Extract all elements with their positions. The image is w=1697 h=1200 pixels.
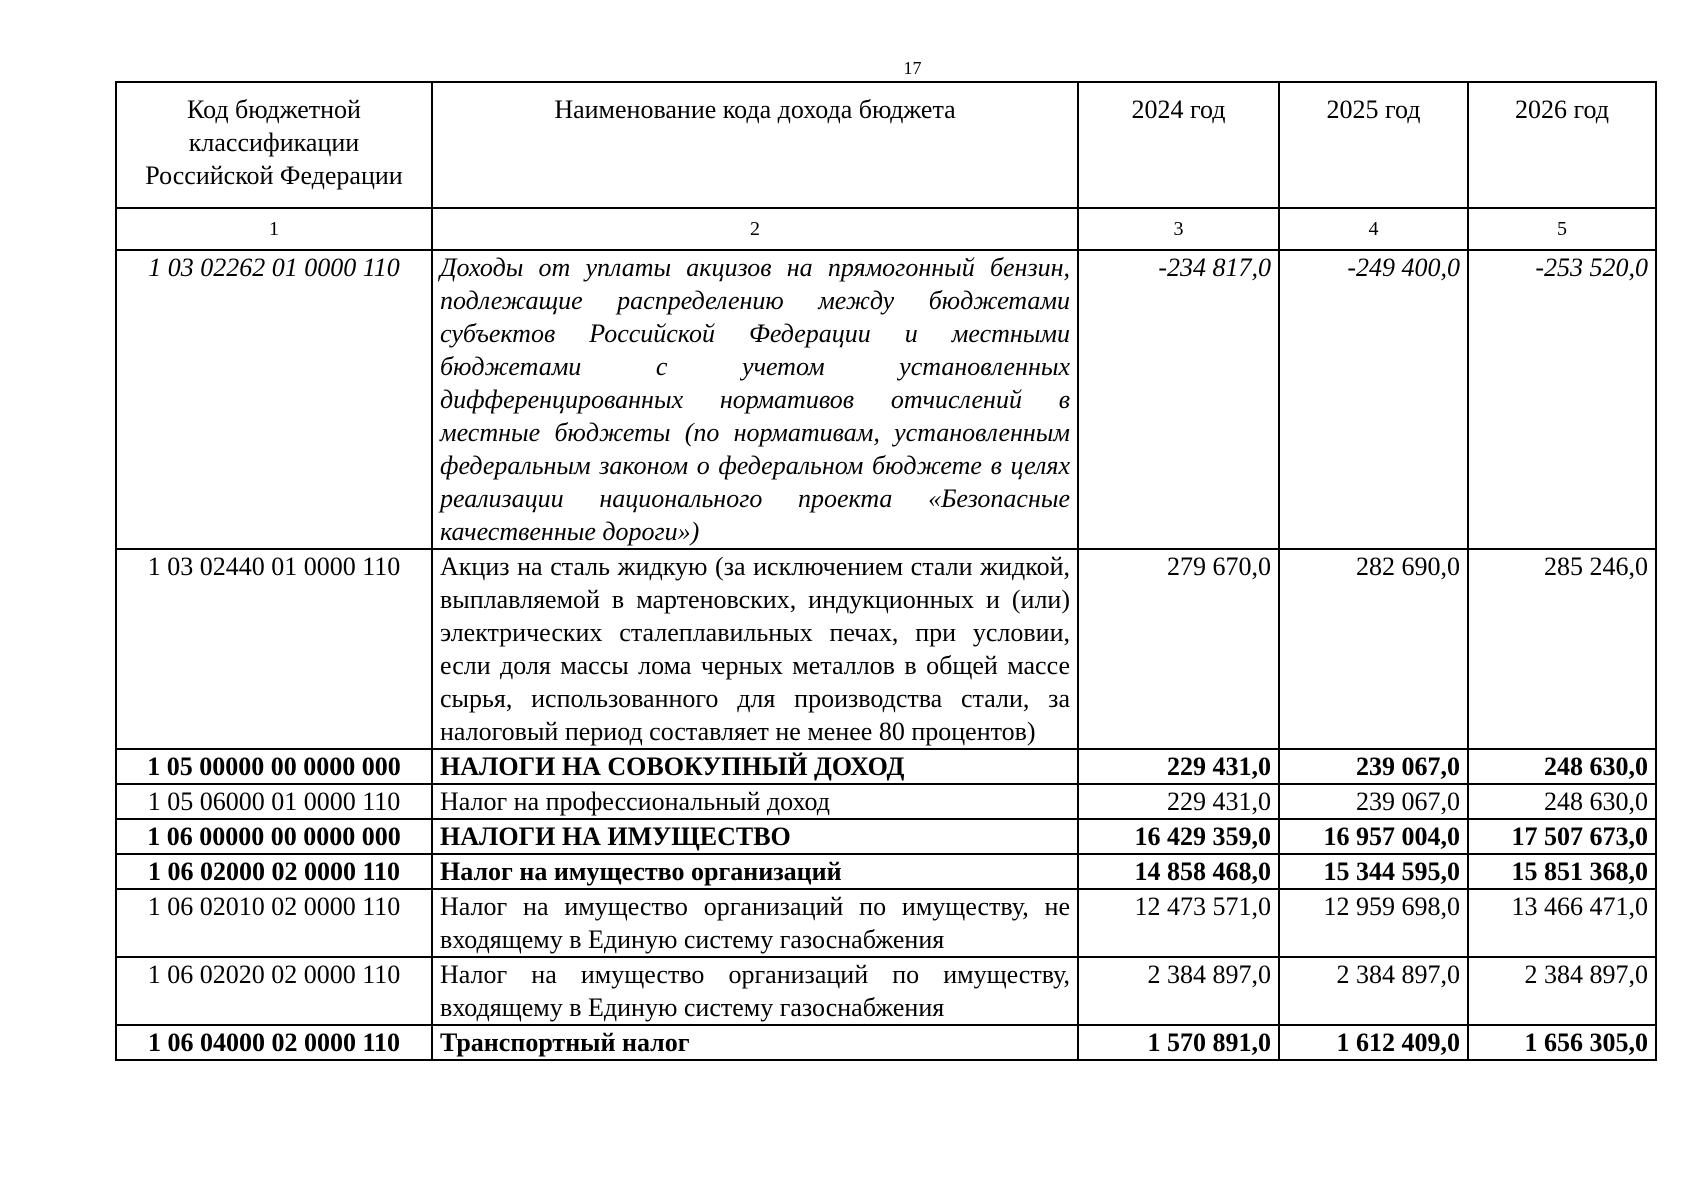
- revenue-name: Акциз на сталь жидкую (за исключением стали жидкой, выплавляемой в мартеновских, индукционных и (или) электрических сталеплавильных печах, при условии, если доля массы лома черных металлов в общей массе сырья, использованного для производства стали, за налоговый период составляет не менее 80 процентов): [432, 549, 1078, 749]
- budget-code: 1 03 02262 01 0000 110: [116, 250, 432, 549]
- amount-2026: -253 520,0: [1468, 250, 1656, 549]
- table-row: [116, 749, 1656, 784]
- revenue-name: Налог на имущество организаций по имуществу, входящему в Единую систему газоснабжения: [432, 957, 1078, 1025]
- header-2024: 2024 год: [1078, 82, 1279, 208]
- header-row: [116, 82, 1656, 208]
- column-number: 4: [1279, 208, 1468, 250]
- budget-code: 1 06 00000 00 0000 000: [116, 819, 432, 854]
- table-row: [116, 889, 1656, 957]
- budget-code: 1 03 02440 01 0000 110: [116, 549, 432, 749]
- amount-2024: 229 431,0: [1078, 749, 1279, 784]
- amount-2026: 285 246,0: [1468, 549, 1656, 749]
- table-row: [116, 1025, 1656, 1060]
- amount-2024: 279 670,0: [1078, 549, 1279, 749]
- budget-code: 1 06 02000 02 0000 110: [116, 854, 432, 889]
- amount-2025: 1 612 409,0: [1279, 1025, 1468, 1060]
- revenue-name: Транспортный налог: [432, 1025, 1078, 1060]
- table-row: [116, 854, 1656, 889]
- revenue-name: Налог на имущество организаций по имуществу, не входящему в Единую систему газоснабжения: [432, 889, 1078, 957]
- column-number: 3: [1078, 208, 1279, 250]
- amount-2025: 16 957 004,0: [1279, 819, 1468, 854]
- amount-2024: 229 431,0: [1078, 784, 1279, 819]
- budget-code: 1 06 04000 02 0000 110: [116, 1025, 432, 1060]
- amount-2026: 13 466 471,0: [1468, 889, 1656, 957]
- amount-2024: 16 429 359,0: [1078, 819, 1279, 854]
- amount-2025: 2 384 897,0: [1279, 957, 1468, 1025]
- revenue-name: НАЛОГИ НА ИМУЩЕСТВО: [432, 819, 1078, 854]
- table-row: [116, 784, 1656, 819]
- column-number: 2: [432, 208, 1078, 250]
- revenue-name: Доходы от уплаты акцизов на прямогонный бензин, подлежащие распределению между бюджетами субъектов Российской Федерации и местными бюджетами с учетом установленных дифференцированных нормативов отчислений в местные бюджеты (по нормативам, установленным федеральным законом о федеральном бюджете в целях реализации национального проекта «Безопасные качественные дороги»): [432, 250, 1078, 549]
- table-row: [116, 549, 1656, 749]
- header-2026: 2026 год: [1468, 82, 1656, 208]
- table-row: [116, 957, 1656, 1025]
- column-number-row: [116, 208, 1656, 250]
- amount-2025: 15 344 595,0: [1279, 854, 1468, 889]
- amount-2024: 1 570 891,0: [1078, 1025, 1279, 1060]
- amount-2024: 12 473 571,0: [1078, 889, 1279, 957]
- header-2025: 2025 год: [1279, 82, 1468, 208]
- amount-2026: 248 630,0: [1468, 749, 1656, 784]
- amount-2025: 12 959 698,0: [1279, 889, 1468, 957]
- amount-2026: 17 507 673,0: [1468, 819, 1656, 854]
- budget-code: 1 05 00000 00 0000 000: [116, 749, 432, 784]
- amount-2026: 1 656 305,0: [1468, 1025, 1656, 1060]
- revenue-name: НАЛОГИ НА СОВОКУПНЫЙ ДОХОД: [432, 749, 1078, 784]
- header-code: Код бюджетной классификации Российской Федерации: [116, 82, 432, 208]
- amount-2024: -234 817,0: [1078, 250, 1279, 549]
- page-number: 17: [903, 58, 922, 78]
- table-row: [116, 250, 1656, 549]
- amount-2024: 14 858 468,0: [1078, 854, 1279, 889]
- amount-2026: 2 384 897,0: [1468, 957, 1656, 1025]
- revenue-name: Налог на профессиональный доход: [432, 784, 1078, 819]
- budget-code: 1 05 06000 01 0000 110: [116, 784, 432, 819]
- column-number: 1: [116, 208, 432, 250]
- revenue-name: Налог на имущество организаций: [432, 854, 1078, 889]
- amount-2025: 239 067,0: [1279, 784, 1468, 819]
- column-number: 5: [1468, 208, 1656, 250]
- header-name: Наименование кода дохода бюджета: [432, 82, 1078, 208]
- budget-code: 1 06 02020 02 0000 110: [116, 957, 432, 1025]
- table-row: [116, 819, 1656, 854]
- amount-2025: -249 400,0: [1279, 250, 1468, 549]
- revenue-table: [115, 81, 1657, 1061]
- amount-2026: 248 630,0: [1468, 784, 1656, 819]
- amount-2026: 15 851 368,0: [1468, 854, 1656, 889]
- budget-code: 1 06 02010 02 0000 110: [116, 889, 432, 957]
- amount-2024: 2 384 897,0: [1078, 957, 1279, 1025]
- amount-2025: 282 690,0: [1279, 549, 1468, 749]
- amount-2025: 239 067,0: [1279, 749, 1468, 784]
